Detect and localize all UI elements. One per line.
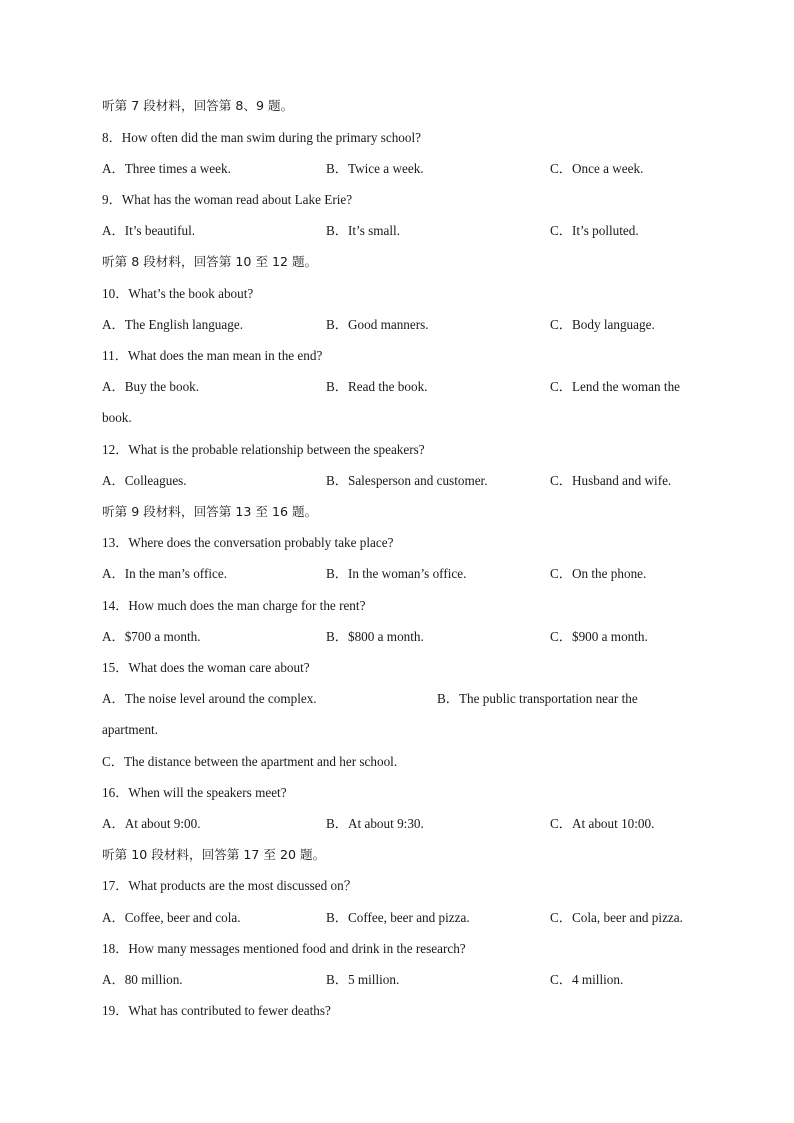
question-14: 14．How much does the man charge for the rent? xyxy=(102,598,366,613)
q18-option-a: A．80 million. xyxy=(102,972,183,987)
q13-option-c: C．On the phone. xyxy=(550,566,647,581)
question-9: 9．What has the woman read about Lake Erie? xyxy=(102,192,353,207)
q12-option-b: B．Salesperson and customer. xyxy=(326,473,488,488)
q9-option-c: C．It’s polluted. xyxy=(550,223,639,238)
question-11: 11．What does the man mean in the end? xyxy=(102,348,323,363)
section-heading-8: 听第 8 段材料，回答第 10 至 12 题。 xyxy=(102,254,318,269)
question-19: 19．What has contributed to fewer deaths? xyxy=(102,1003,331,1018)
q8-option-c: C．Once a week. xyxy=(550,161,644,176)
q12-option-c: C．Husband and wife. xyxy=(550,473,672,488)
q8-option-a: A．Three times a week. xyxy=(102,161,231,176)
q11-option-c: C．Lend the woman the xyxy=(550,379,681,394)
q12-option-a: A．Colleagues. xyxy=(102,473,187,488)
q8-option-b: B．Twice a week. xyxy=(326,161,424,176)
question-15: 15．What does the woman care about? xyxy=(102,660,310,675)
question-18: 18．How many messages mentioned food and drink in the research? xyxy=(102,941,466,956)
q11-option-c-continued: book. xyxy=(102,410,132,425)
q17-option-a: A．Coffee, beer and cola. xyxy=(102,910,241,925)
q15-option-b: B．The public transportation near the xyxy=(437,691,638,706)
question-13: 13．Where does the conversation probably take place? xyxy=(102,535,394,550)
q17-option-c: C．Cola, beer and pizza. xyxy=(550,910,683,925)
q14-option-b: B．$800 a month. xyxy=(326,629,424,644)
question-8: 8．How often did the man swim during the primary school? xyxy=(102,130,422,145)
q16-option-b: B．At about 9:30. xyxy=(326,816,424,831)
section-heading-9: 听第 9 段材料，回答第 13 至 16 题。 xyxy=(102,504,318,519)
q9-option-a: A．It’s beautiful. xyxy=(102,223,196,238)
q10-option-b: B．Good manners. xyxy=(326,317,429,332)
q10-option-a: A．The English language. xyxy=(102,317,243,332)
q10-option-c: C．Body language. xyxy=(550,317,655,332)
q9-option-b: B．It’s small. xyxy=(326,223,400,238)
q16-option-a: A．At about 9:00. xyxy=(102,816,201,831)
q17-option-b: B．Coffee, beer and pizza. xyxy=(326,910,470,925)
q16-option-c: C．At about 10:00. xyxy=(550,816,655,831)
q13-option-a: A．In the man’s office. xyxy=(102,566,228,581)
q14-option-c: C．$900 a month. xyxy=(550,629,648,644)
section-heading-10: 听第 10 段材料，回答第 17 至 20 题。 xyxy=(102,847,326,862)
question-16: 16．When will the speakers meet? xyxy=(102,785,287,800)
q11-option-b: B．Read the book. xyxy=(326,379,428,394)
q13-option-b: B．In the woman’s office. xyxy=(326,566,467,581)
q14-option-a: A．$700 a month. xyxy=(102,629,201,644)
q18-option-c: C．4 million. xyxy=(550,972,624,987)
q11-option-a: A．Buy the book. xyxy=(102,379,200,394)
question-12: 12．What is the probable relationship between the speakers? xyxy=(102,442,425,457)
q18-option-b: B．5 million. xyxy=(326,972,400,987)
q15-option-c: C．The distance between the apartment and her school. xyxy=(102,754,398,769)
section-heading-7: 听第 7 段材料，回答第 8、9 题。 xyxy=(102,98,294,113)
q15-option-b-continued: apartment. xyxy=(102,722,159,737)
question-17: 17．What products are the most discussed on？ xyxy=(102,878,357,893)
question-10: 10．What’s the book about? xyxy=(102,286,254,301)
q15-option-a: A．The noise level around the complex. xyxy=(102,691,317,706)
